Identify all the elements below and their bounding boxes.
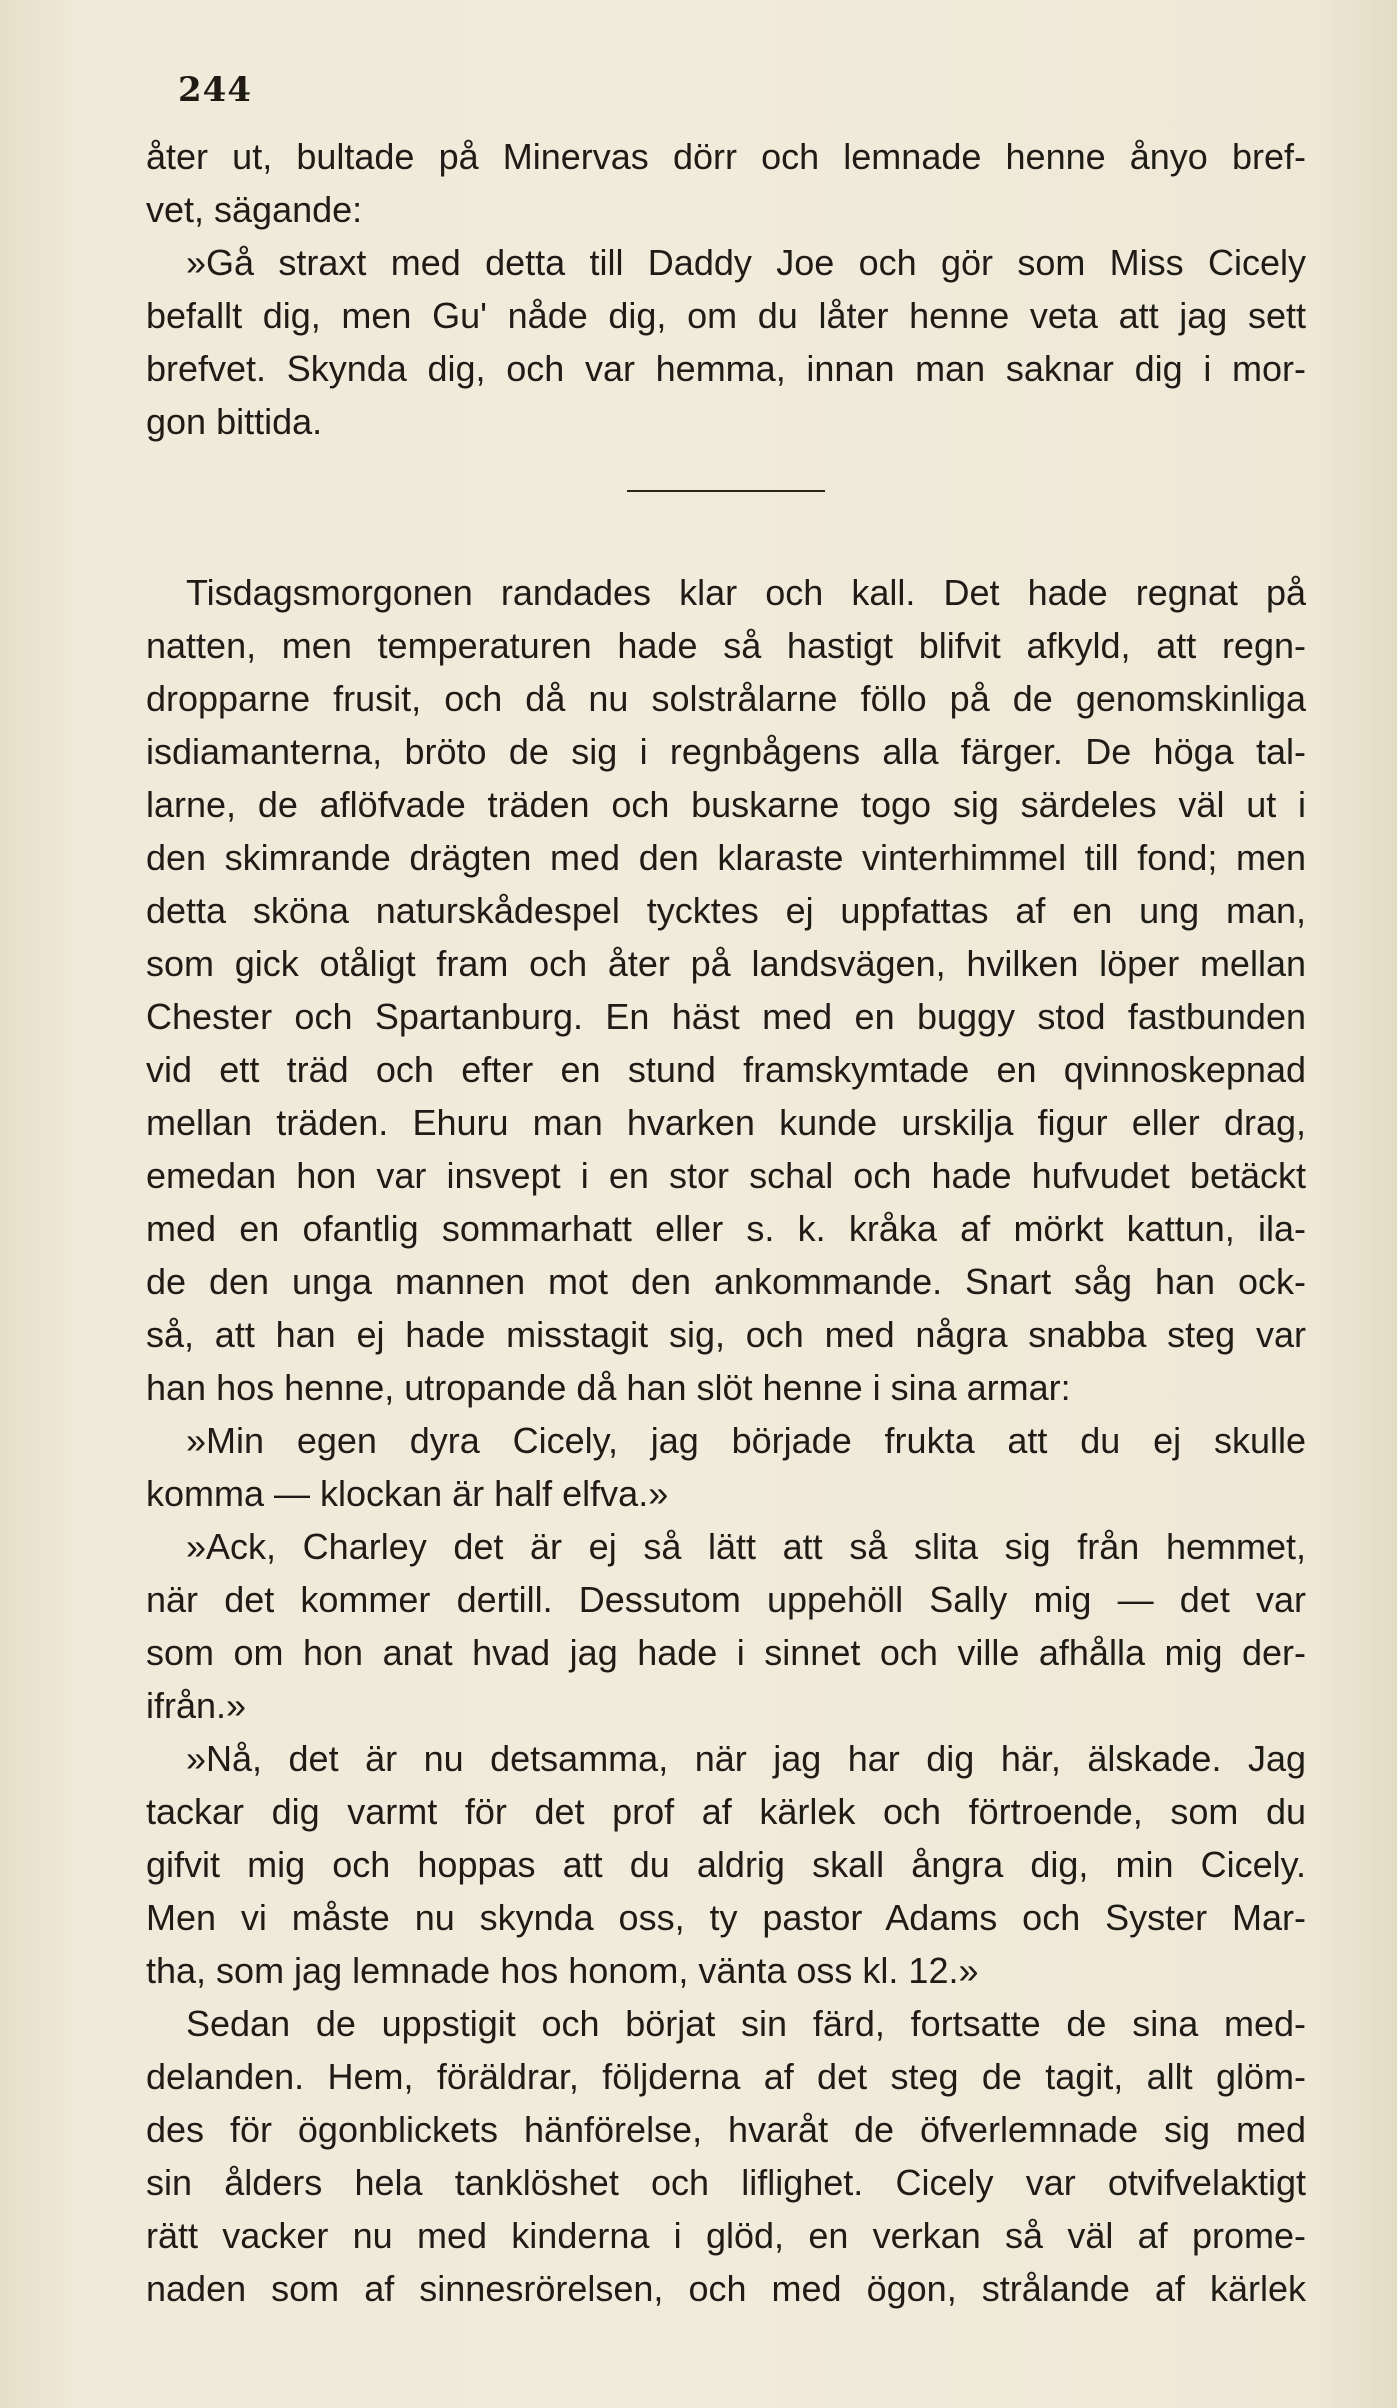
text-line: den skimrande drägten med den klaraste vinterhimmel till fond; men <box>146 837 1306 878</box>
text-line: naden som af sinnesrörelsen, och med ögon, strålande af kärlek <box>146 2268 1306 2309</box>
text-line: sin ålders hela tanklöshet och liflighet. Cicely var otvifvelaktigt <box>146 2162 1306 2203</box>
text-line: larne, de aflöfvade träden och buskarne togo sig särdeles väl ut i <box>146 784 1306 825</box>
text-line: Sedan de uppstigit och börjat sin färd, fortsatte de sina med- <box>186 2003 1306 2044</box>
text-line: gifvit mig och hoppas att du aldrig skall ångra dig, min Cicely. <box>146 1844 1306 1885</box>
text-line: dropparne frusit, och då nu solstrålarne föllo på de genomskinliga <box>146 678 1306 719</box>
text-line: vid ett träd och efter en stund framskymtade en qvinnoskepnad <box>146 1049 1306 1090</box>
text-line: tackar dig varmt för det prof af kärlek och förtroende, som du <box>146 1791 1306 1832</box>
text-line: isdiamanterna, bröto de sig i regnbågens alla färger. De höga tal- <box>146 731 1306 772</box>
text-line: »Nå, det är nu detsamma, när jag har dig här, älskade. Jag <box>186 1738 1306 1779</box>
text-line: som om hon anat hvad jag hade i sinnet och ville afhålla mig der- <box>146 1632 1306 1673</box>
text-line: så, att han ej hade misstagit sig, och med några snabba steg var <box>146 1314 1306 1355</box>
text-line: rätt vacker nu med kinderna i glöd, en verkan så väl af prome- <box>146 2215 1306 2256</box>
text-line: natten, men temperaturen hade så hastigt blifvit afkyld, att regn- <box>146 625 1306 666</box>
text-line: Tisdagsmorgonen randades klar och kall. Det hade regnat på <box>186 572 1306 613</box>
text-line: ifrån.» <box>146 1685 247 1726</box>
text-line: han hos henne, utropande då han slöt henne i sina armar: <box>146 1367 1071 1408</box>
text-line: befallt dig, men Gu' nåde dig, om du låter henne veta att jag sett <box>146 295 1306 336</box>
text-line: gon bittida. <box>146 401 323 442</box>
text-line: »Gå straxt med detta till Daddy Joe och gör som Miss Cicely <box>186 242 1306 283</box>
text-line: de den unga mannen mot den ankommande. Snart såg han ock- <box>146 1261 1306 1302</box>
text-line: des för ögonblickets hänförelse, hvaråt de öfverlemnade sig med <box>146 2109 1306 2150</box>
text-line: »Min egen dyra Cicely, jag började frukta att du ej skulle <box>186 1420 1306 1461</box>
paragraph-block-1 <box>146 130 1306 448</box>
text-line: tha, som jag lemnade hos honom, vänta oss kl. 12.» <box>146 1950 979 1991</box>
text-line: som gick otåligt fram och åter på landsvägen, hvilken löper mellan <box>146 943 1306 984</box>
text-line: komma — klockan är half elfva.» <box>146 1473 669 1514</box>
text-line: detta sköna naturskådespel tycktes ej uppfattas af en ung man, <box>146 890 1306 931</box>
text-line: åter ut, bultade på Minervas dörr och lemnade henne ånyo bref- <box>146 136 1306 177</box>
text-line: »Ack, Charley det är ej så lätt att så slita sig från hemmet, <box>186 1526 1306 1567</box>
paragraph-block-2 <box>146 566 1306 2315</box>
text-line: Men vi måste nu skynda oss, ty pastor Adams och Syster Mar- <box>146 1897 1306 1938</box>
text-line: Chester och Spartanburg. En häst med en buggy stod fastbunden <box>146 996 1306 1037</box>
text-line: mellan träden. Ehuru man hvarken kunde urskilja figur eller drag, <box>146 1102 1306 1143</box>
page-number: 244 <box>178 70 252 110</box>
text-line: brefvet. Skynda dig, och var hemma, innan man saknar dig i mor- <box>146 348 1306 389</box>
text-line: emedan hon var insvept i en stor schal och hade hufvudet betäckt <box>146 1155 1306 1196</box>
text-line: vet, sägande: <box>146 189 363 230</box>
section-divider <box>627 490 825 492</box>
text-line: med en ofantlig sommarhatt eller s. k. kråka af mörkt kattun, ila- <box>146 1208 1306 1249</box>
text-line: delanden. Hem, föräldrar, följderna af det steg de tagit, allt glöm- <box>146 2056 1306 2097</box>
text-line: när det kommer dertill. Dessutom uppehöll Sally mig — det var <box>146 1579 1306 1620</box>
